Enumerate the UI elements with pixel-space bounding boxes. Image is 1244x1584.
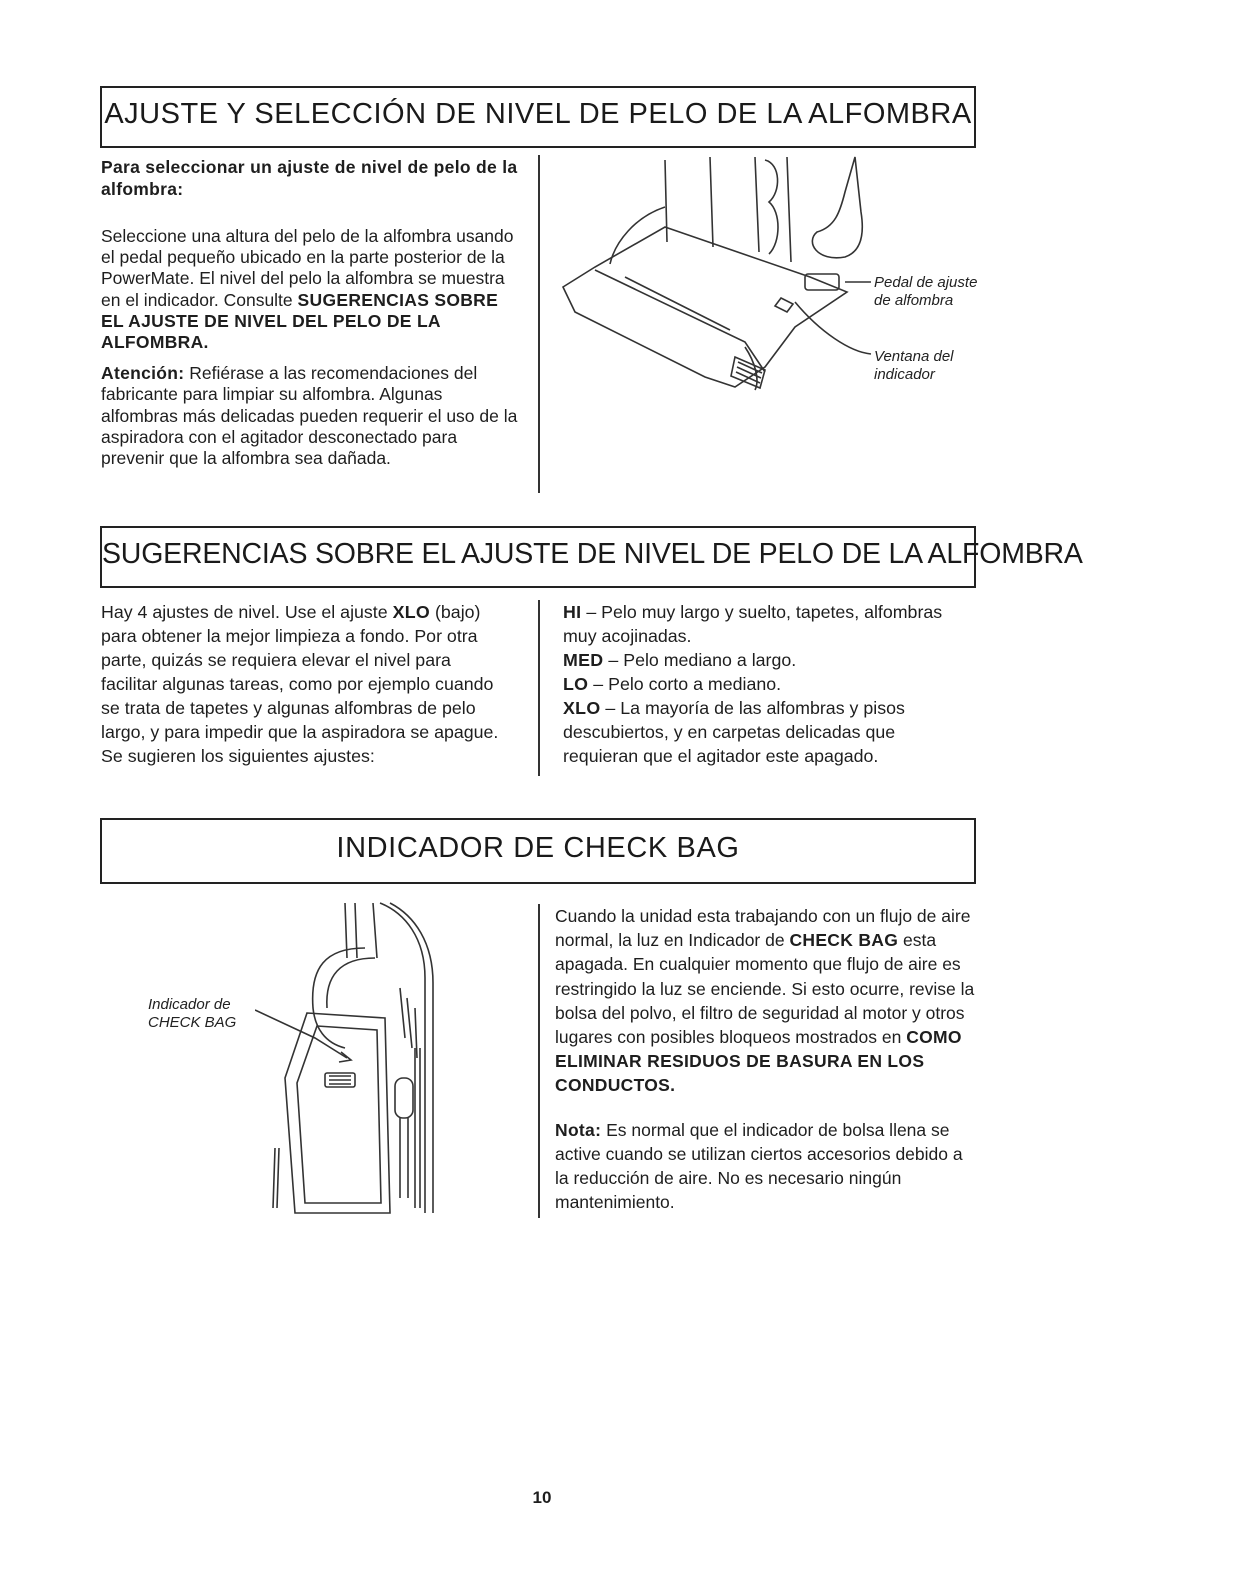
section1-title: AJUSTE Y SELECCIÓN DE NIVEL DE PELO DE LA ALFOMBRA [104,98,972,130]
section2-title: SUGERENCIAS SOBRE EL AJUSTE DE NIVEL DE PELO DE LA ALFOMBRA [102,538,1083,570]
page-number: 10 [532,1488,552,1507]
section1-paragraph [101,226,521,353]
caution-label: Atención: [101,363,185,384]
section2-left-column [101,600,511,768]
note-text: Es normal que el indicador de bolsa llena se active cuando se utilizan ciertos accesorios debido a la reducción de aire. No es necesario ningún mantenimiento. [555,1119,963,1213]
section3-title-box [100,818,976,884]
settings-list [563,600,973,768]
setting-key: LO [563,674,589,694]
setting-desc: – Pelo mediano a largo. [608,650,797,670]
caution-text: Refiérase a las recomendaciones del fabricante para limpiar su alfombra. Algunas alfombras más delicadas pueden requerir el uso de la aspiradora con el agitador desconectado para prevenir que la alfombra sea dañada. [101,363,518,469]
pedal-callout-label: Pedal de ajuste de alfombra [874,274,978,309]
setting-desc: – Pelo corto a mediano. [593,674,782,694]
section1-left-column [101,156,521,469]
section3-right-column [555,904,980,1214]
section2-intro-pre: Hay 4 ajustes de nivel. Use el ajuste [101,602,388,622]
check-bag-reference: COMO ELIMINAR RESIDUOS DE BASURA EN LOS CONDUCTOS. [555,1027,962,1096]
section2-intro-xlo: XLO [392,602,431,622]
setting-key: HI [563,602,582,622]
check-bag-emphasis: CHECK BAG [789,930,899,951]
check-bag-para-part2: esta apagada. En cualquier momento que flujo de aire es restringido la luz se enciende. Si esto ocurre, revise la bolsa del polvo, el filtro de seguridad al motor y otros lugares con posibles bloqueos mostrados en [555,930,975,1048]
section3-title: INDICADOR DE CHECK BAG [336,832,740,864]
setting-desc: – La mayoría de las alfombras y pisos descubiertos, y en carpetas delicadas que requieran que el agitador este apagado. [563,698,905,766]
setting-desc: – Pelo muy largo y suelto, tapetes, alfombras muy acojinadas. [563,602,943,646]
setting-key: XLO [563,698,601,718]
check-bag-indicator-illustration [255,898,445,1218]
check-bag-callout-label: Indicador de CHECK BAG [148,996,237,1031]
section1-subheading: Para seleccionar un ajuste de nivel de pelo de la alfombra: [101,157,518,199]
section1-paragraph-text: Seleccione una altura del pelo de la alfombra usando el pedal pequeño ubicado en la parte posterior de la PowerMate. El nivel del pelo la alfombra se muestra en el indicador. Consulte [101,226,514,310]
section1-title-box [100,86,976,148]
section2-title-box [100,526,1083,588]
check-bag-note [555,1118,980,1215]
check-bag-paragraph [555,904,980,1098]
section1-paragraph-reference: SUGERENCIAS SOBRE EL AJUSTE DE NIVEL DEL PELO DE LA ALFOMBRA. [101,289,499,353]
check-bag-para-part1: Cuando la unidad esta trabajando con un flujo de aire normal, la luz en Indicador de [555,906,971,951]
indicator-window-callout-label: Ventana del indicador [874,348,954,383]
section3-column-divider [538,904,540,1218]
carpet-pedal-illustration [555,152,875,402]
section1-caution [101,363,521,469]
setting-item-hi [563,600,973,648]
note-label: Nota: [555,1119,602,1140]
section2-intro-post: (bajo) para obtener la mejor limpieza a fondo. Por otra parte, quizás se requiera elevar el nivel para facilitar algunas tareas, como por ejemplo cuando se trata de tapetes y algunas alfombras de pelo largo, y para impedir que la aspiradora se apague. Se sugieren los siguientes ajustes: [101,602,499,766]
section2-column-divider [538,600,540,776]
setting-item-xlo [563,696,973,768]
section1-column-divider [538,155,540,493]
section2-intro [101,600,511,768]
setting-item-lo [563,672,973,696]
setting-key: MED [563,650,604,670]
setting-item-med [563,648,973,672]
